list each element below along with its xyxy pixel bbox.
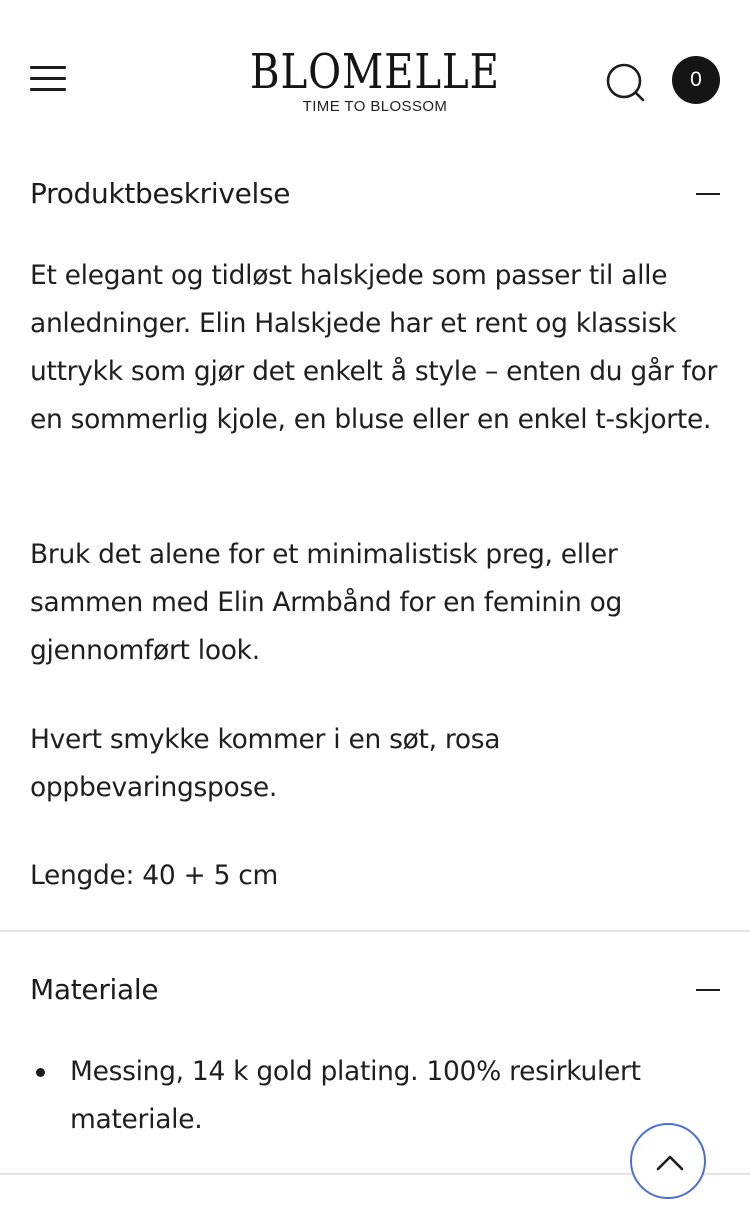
menu-button[interactable] [30,66,66,92]
site-header [0,0,750,150]
bullet-icon [36,1068,45,1077]
hamburger-line [30,88,66,91]
cart-count-badge: 0 [690,68,702,91]
description-paragraph [30,716,720,812]
scroll-to-top-button[interactable] [630,1123,706,1199]
minus-icon [696,193,720,195]
cart-button[interactable] [672,56,720,104]
length-text: Lengde: 40 + 5 cm [30,860,279,891]
hamburger-line [30,77,66,80]
section-title: Produktbeskrivelse [30,177,291,210]
search-button[interactable] [604,62,648,106]
description-text: Et elegant og tidløst halskjede som passer til alle anledninger. Elin Halskjede har et rent og klassisk uttrykk som gjør det enkelt å style – enten du går for en sommerlig kjole, en bluse eller en enkel t-skjorte. [30,260,718,435]
hamburger-menu-icon [30,66,66,69]
accordion-header-description[interactable] [30,174,720,214]
material-text: Messing, 14 k gold plating. 100% resirkulert materiale. [70,1056,641,1135]
logo-wordmark: BLOMELLE [250,44,500,100]
site-logo[interactable] [200,44,550,115]
logo-tagline: TIME TO BLOSSOM [302,98,448,115]
minus-icon [696,989,720,991]
accordion-header-material[interactable] [30,970,720,1010]
section-divider [0,930,750,932]
search-icon [604,62,648,106]
description-paragraph [30,852,720,900]
section-title: Materiale [30,973,159,1006]
description-text: Hvert smykke kommer i en søt, rosa oppbevaringspose. [30,724,501,803]
description-paragraph [30,252,720,444]
chevron-up-icon [632,1125,704,1197]
description-text: Bruk det alene for et minimalistisk preg, eller sammen med Elin Armbånd for en feminin og gjennomført look. [30,539,623,666]
list-item [30,1048,720,1144]
description-paragraph [30,531,720,675]
